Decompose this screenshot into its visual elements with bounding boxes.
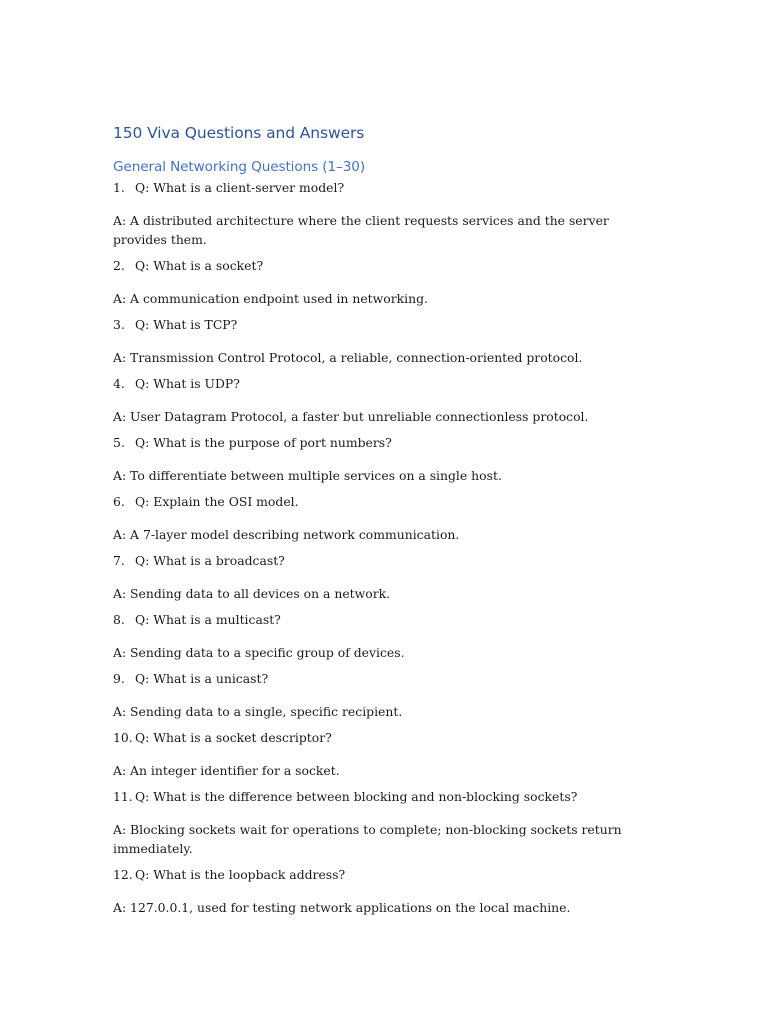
question <box>113 729 653 747</box>
question-text: Q: What is UDP? <box>135 376 240 391</box>
question <box>113 788 653 806</box>
question-text: Q: What is a client-server model? <box>135 180 345 195</box>
question-number: 11. <box>113 789 133 804</box>
question <box>113 670 653 688</box>
question <box>113 257 653 275</box>
qa-item <box>113 670 653 721</box>
question-text: Q: What is a unicast? <box>135 671 269 686</box>
question-number: 2. <box>113 258 125 273</box>
answer: A: Transmission Control Protocol, a reliable, connection-oriented protocol. <box>113 350 583 365</box>
qa-item <box>113 866 653 917</box>
question <box>113 434 653 452</box>
question-number: 7. <box>113 553 125 568</box>
question-text: Q: What is the difference between blocking and non-blocking sockets? <box>135 789 578 804</box>
answer: A: Sending data to all devices on a network. <box>113 586 391 601</box>
question-number: 4. <box>113 376 125 391</box>
question-number: 6. <box>113 494 125 509</box>
answer: A: To differentiate between multiple services on a single host. <box>113 468 502 483</box>
question-number: 9. <box>113 671 125 686</box>
qa-item <box>113 729 653 780</box>
section-heading: General Networking Questions (1–30) <box>113 159 366 175</box>
question <box>113 493 653 511</box>
question-number: 8. <box>113 612 125 627</box>
answer: A: 127.0.0.1, used for testing network applications on the local machine. <box>113 900 571 915</box>
question <box>113 375 653 393</box>
answer: A: A distributed architecture where the client requests services and the server provides them. <box>113 213 609 247</box>
question <box>113 179 653 197</box>
qa-item <box>113 316 653 367</box>
question-text: Q: What is TCP? <box>135 317 238 332</box>
question-text: Q: What is the loopback address? <box>135 867 346 882</box>
question <box>113 552 653 570</box>
question <box>113 866 653 884</box>
question-number: 12. <box>113 867 133 882</box>
answer: A: A 7-layer model describing network communication. <box>113 527 460 542</box>
question-number: 1. <box>113 180 125 195</box>
qa-item <box>113 257 653 308</box>
qa-item <box>113 434 653 485</box>
qa-list <box>113 179 653 917</box>
question-text: Q: Explain the OSI model. <box>135 494 299 509</box>
question-text: Q: What is a socket descriptor? <box>135 730 332 745</box>
qa-item <box>113 552 653 603</box>
question-text: Q: What is a socket? <box>135 258 264 273</box>
question <box>113 611 653 629</box>
question-number: 5. <box>113 435 125 450</box>
answer: A: A communication endpoint used in networking. <box>113 291 428 306</box>
qa-item <box>113 611 653 662</box>
question-text: Q: What is a multicast? <box>135 612 281 627</box>
document-page <box>113 124 653 925</box>
qa-item <box>113 788 653 858</box>
document-title: 150 Viva Questions and Answers <box>113 124 365 142</box>
answer: A: User Datagram Protocol, a faster but unreliable connectionless protocol. <box>113 409 589 424</box>
question-number: 3. <box>113 317 125 332</box>
qa-item <box>113 375 653 426</box>
answer: A: Blocking sockets wait for operations to complete; non-blocking sockets return immediately. <box>113 822 622 856</box>
question-number: 10. <box>113 730 133 745</box>
question-text: Q: What is a broadcast? <box>135 553 285 568</box>
qa-item <box>113 179 653 249</box>
question <box>113 316 653 334</box>
answer: A: An integer identifier for a socket. <box>113 763 340 778</box>
answer: A: Sending data to a specific group of devices. <box>113 645 405 660</box>
question-text: Q: What is the purpose of port numbers? <box>135 435 392 450</box>
qa-item <box>113 493 653 544</box>
answer: A: Sending data to a single, specific recipient. <box>113 704 403 719</box>
